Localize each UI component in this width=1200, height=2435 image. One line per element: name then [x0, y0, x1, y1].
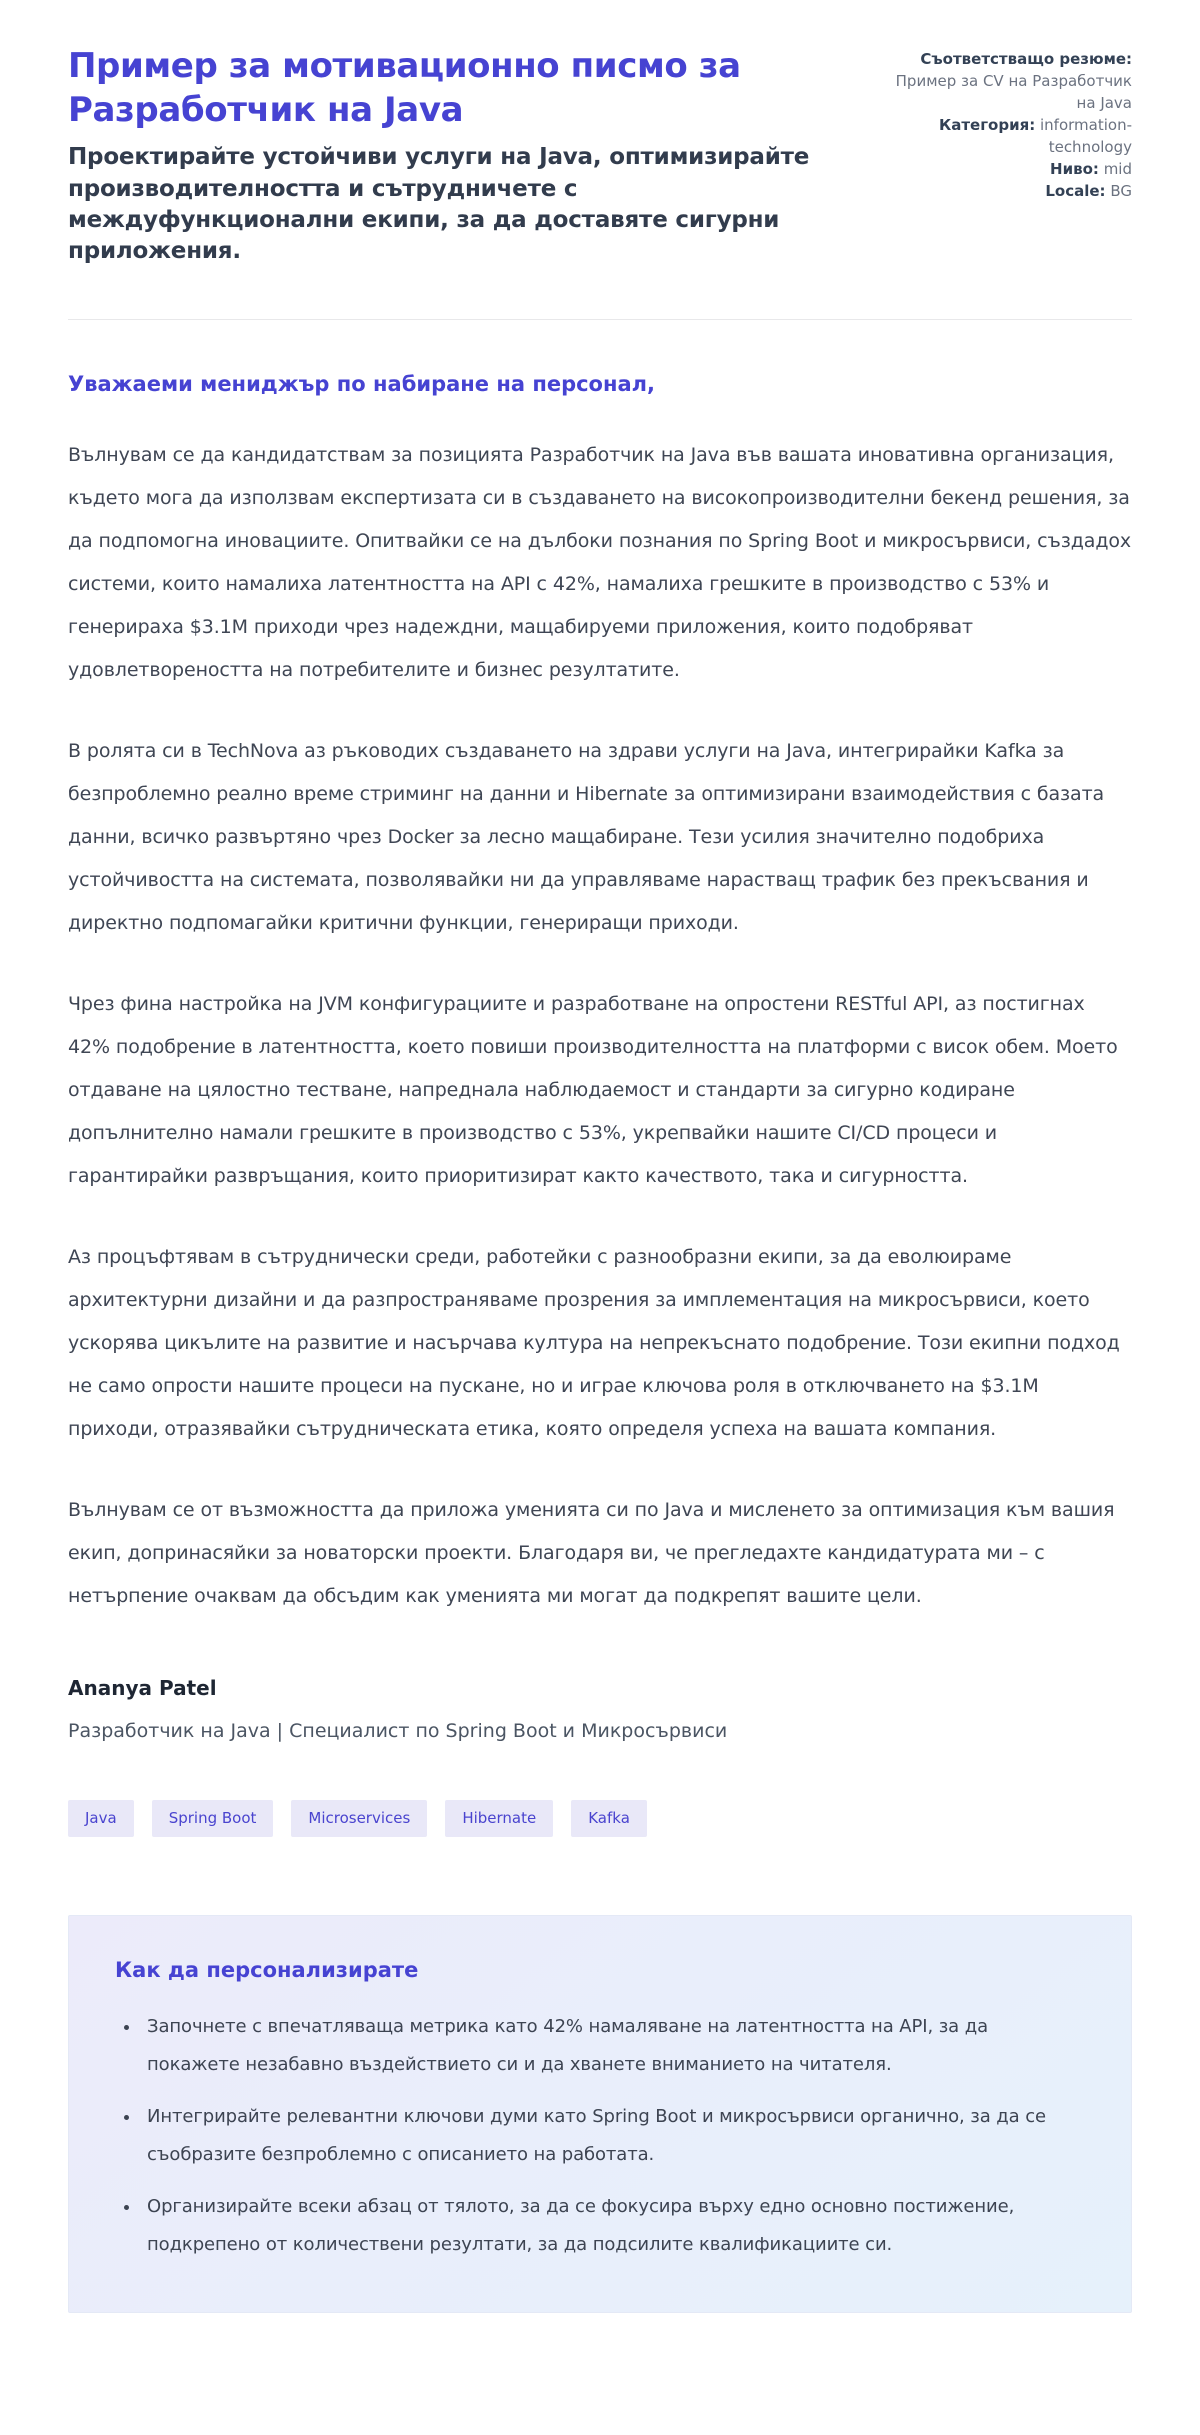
letter-paragraph-5: Вълнувам се от възможността да приложа уменията си по Java и мисленето за оптимизация към вашия екип, допринасяйки за новаторски проекти. Благодаря ви, че прегледахте кандидатурата ми – с нетърпение очаквам да обсъдим как уменията ми могат да подкрепят вашите цели.	[68, 1499, 1115, 1608]
letter-greeting: Уважаеми мениджър по набиране на персонал,	[68, 372, 656, 397]
meta-level-label: Ниво:	[1050, 160, 1099, 179]
header-title-block	[68, 44, 850, 267]
letter-paragraph-1: Вълнувам се да кандидатствам за позицията Разработчик на Java във вашата иновативна организация, където мога да използвам експертизата си в създаването на високопроизводителни бекенд решения, за да подпомогна иновациите. Опитвайки се на дълбоки познания по Spring Boot и микросървиси, създадох системи, които намалиха латентността на API с 42%, намалиха грешките в производство с 53% и генерираха $3.1M приходи чрез надеждни, мащабируеми приложения, които подобряват удовлетвореността на потребителите и бизнес резултатите.	[68, 444, 1132, 682]
page-subtitle: Проектирайте устойчиви услуги на Java, оптимизирайте производителността и сътрудничете с междуфункционални екипи, за да доставяте сигурни приложения.	[68, 144, 810, 265]
skill-tag-hibernate: Hibernate	[445, 1800, 553, 1837]
skill-tag-microservices: Microservices	[291, 1800, 427, 1837]
meta-locale-label: Locale:	[1045, 182, 1106, 201]
skill-tags	[68, 1800, 1132, 1837]
meta-level	[894, 158, 1132, 180]
meta-category-value: information-technology	[1040, 116, 1132, 157]
tip-item-2: • Интегрирайте релевантни ключови думи като Spring Boot и микросървиси органично, за да се съобразите безпроблемно с описанието на работата.	[141, 2098, 1085, 2174]
signature-role: Разработчик на Java | Специалист по Spring Boot и Микросървиси	[68, 1720, 728, 1743]
letter-paragraph-2: В ролята си в TechNova аз ръководих създаването на здрави услуги на Java, интегрирайки Kafka за безпроблемно реално време стриминг на данни и Hibernate за оптимизирани взаимодействия с базата данни, всичко развъртяно чрез Docker за лесно мащабиране. Тези усилия значително подобриха устойчивостта на системата, позволявайки ни да управляваме нарастващ трафик без прекъсвания и директно подпомагайки критични функции, генериращи приходи.	[68, 740, 1105, 935]
letter-paragraph-3: Чрез фина настройка на JVM конфигурациите и разработване на опростени RESTful API, аз постигнах 42% подобрение в латентността, което повиши производителността на платформи с висок обем. Моето отдаване на цялостно тестване, напреднала наблюдаемост и стандарти за сигурно кодиране допълнително намали грешките в производство с 53%, укрепвайки нашите CI/CD процеси и гарантирайки развръщания, които приоритизират както качеството, така и сигурността.	[68, 993, 1118, 1188]
skill-tag-spring-boot: Spring Boot	[152, 1800, 274, 1837]
page	[68, 0, 1132, 2377]
signature-name: Ananya Patel	[68, 1676, 217, 1701]
header-divider	[68, 319, 1132, 320]
letter-paragraph-4: Аз процъфтявам в сътруднически среди, работейки с разнообразни екипи, за да еволюираме архитектурни дизайни и да разпространяваме прозрения за имплементация на микросървиси, което ускорява цикълите на развитие и насърчава култура на непрекъснато подобрение. Този екипни подход не само опрости нашите процеси на пускане, но и играе ключова роля в отключването на $3.1M приходи, отразявайки сътрудническата етика, която определя успеха на вашата компания.	[68, 1246, 1120, 1441]
page-title: Пример за мотивационно писмо за Разработчик на Java	[68, 46, 741, 131]
header	[68, 44, 1132, 267]
cover-letter-body	[68, 372, 1132, 2313]
tips-title: Как да персонализирате	[115, 1958, 419, 1983]
skill-tag-kafka: Kafka	[571, 1800, 647, 1837]
meta-category-label: Категория:	[938, 116, 1036, 135]
meta-panel	[894, 44, 1132, 202]
customization-tips-box	[68, 1915, 1132, 2313]
tip-item-3: • Организирайте всеки абзац от тялото, за да се фокусира върху едно основно постижение, подкрепено от количествени резултати, за да подсилите квалификациите си.	[141, 2188, 1085, 2264]
meta-locale	[894, 180, 1132, 202]
meta-matching-resume-label: Съответстващо резюме:	[920, 50, 1132, 68]
meta-matching-resume	[894, 48, 1132, 114]
meta-level-value: mid	[1103, 160, 1132, 179]
skill-tag-java: Java	[68, 1800, 134, 1837]
tips-list	[115, 2008, 1085, 2264]
meta-category	[894, 114, 1132, 158]
meta-locale-value: BG	[1110, 182, 1132, 201]
meta-matching-resume-value: Пример за CV на Разработчик на Java	[895, 72, 1132, 113]
tip-item-1: • Започнете с впечатляваща метрика като 42% намаляване на латентността на API, за да покажете незабавно въздействието си и да хванете вниманието на читателя.	[141, 2008, 1085, 2084]
